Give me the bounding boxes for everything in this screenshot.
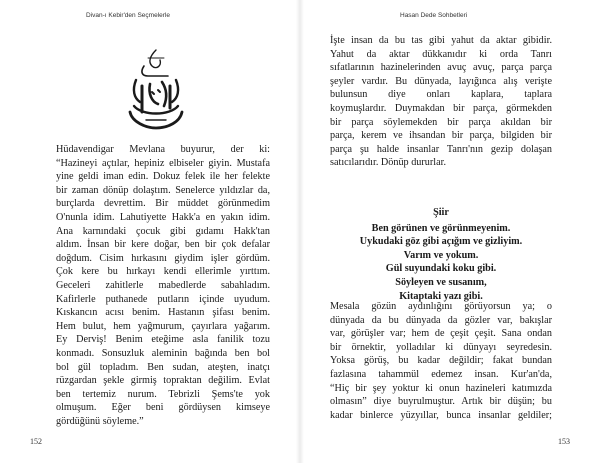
text-line: olmasın” diye buyrulmuştur. Artık bir düşün; bu bbox=[330, 396, 552, 408]
text-line: parça şu halde insanlar Tanrı'nın gezip dolaşan bbox=[330, 143, 552, 155]
text-line: fazlasına tahammül edemez insan. Kur'an'da, bbox=[330, 368, 552, 380]
text-line: parça, kerem ve ihsandan bir parça, bilgiden bir bbox=[330, 130, 552, 142]
text-line: gördüğünü söyleme.” bbox=[56, 415, 144, 427]
poem-verse: Gül suyundaki koku gibi. bbox=[385, 263, 497, 275]
text-line: doğdum. Cisim hırkasını giydim işler gördüm. bbox=[56, 252, 270, 264]
text-line: “Hiç bir şey yoktur ki onun hazineleri katımızda bbox=[330, 382, 552, 394]
text-line: bir örnektir, yolladılar ki dünyayı seyredesin. bbox=[330, 341, 552, 353]
text-line: şeyler vardır. Bu dünyada, layığınca alış verişte bbox=[330, 75, 552, 87]
text-line: konmadı. Sonsuzluk aleminin bağında ben bol bbox=[56, 347, 270, 359]
text-line: Ey Derviş! Benim eteğime asla fanilik tozu bbox=[56, 334, 270, 346]
poem-verse: Kitaptaki yazı gibi. bbox=[399, 290, 483, 302]
text-line: var, görüşler var; hem de çeşit çeşit. Sana ondan bbox=[330, 328, 552, 340]
text-line: Mesala gözün aydınlığını görüyorsun ya; o bbox=[330, 301, 552, 312]
text-line: Hem bulut, hem yağmurum, çayırlara yağarım. bbox=[56, 320, 270, 332]
text-line: Çok kere bu hırkayı kendi ellerimle yırttım. bbox=[56, 266, 270, 278]
text-line: kadar binlerce yüzyıllar, bunca insanlar geldiler; bbox=[330, 409, 552, 421]
text-line: rüzgardan şekle girmiş topraktan değilim. Evlat bbox=[56, 375, 270, 387]
text-line: bir parça söylemekden bir parça akıldan bir bbox=[330, 116, 552, 128]
right-running-head: Hasan Dede Sohbetleri bbox=[400, 12, 468, 19]
left-page-number: 152 bbox=[30, 437, 42, 446]
poem-verse: Uykudaki göz gibi açığım ve gizliyim. bbox=[359, 236, 523, 248]
text-line: “Hazineyi açtılar, hepiniz elbiseler giyin. Mustafa bbox=[56, 157, 270, 169]
poem-verse: Varım ve yokum. bbox=[403, 249, 479, 261]
poem-verse: Söyleyen ve susanım, bbox=[395, 276, 487, 288]
text-line: İşte insan da bu tas gibi yahut da aktar gibidir. bbox=[330, 35, 552, 46]
poem-verse: Ben görünen ve görünmeyenim. bbox=[371, 222, 511, 234]
text-line: O'nunla idim. Lahutiyette Hakk'a en yakın idim. bbox=[56, 211, 270, 223]
calligraphy-emblem bbox=[118, 46, 194, 132]
text-line: Kıskancın acısı benim. Hastanın şifası benim. bbox=[56, 307, 270, 319]
text-line: aldım. İnsan bir kere doğar, ben bir çok defalar bbox=[56, 239, 270, 251]
left-running-head: Divan-ı Kebir'den Seçmelerle bbox=[86, 12, 170, 19]
text-line: yine geldi iman edin. Dokuz felek ile her felekte bbox=[56, 171, 270, 183]
text-line: Hüdavendigar Mevlana buyurur, der ki: bbox=[56, 144, 270, 155]
text-line: Yoksa görüş, bu kadar değildir; fakat bundan bbox=[330, 355, 552, 367]
right-page bbox=[300, 0, 600, 463]
calligraphy-text: الله يا حضرت مولانا bbox=[118, 46, 127, 47]
poem-title: Şiir bbox=[433, 207, 449, 218]
text-line: Geceleri zahitlerle mabedlerde sabahladım. bbox=[56, 279, 270, 291]
text-line: Yahut da aktar dükkanıdır ki orda Tanrı bbox=[330, 48, 552, 60]
right-paragraph-1 bbox=[330, 34, 552, 170]
text-line: Ana karnındaki çocuk gibi gıdamı Hakk'tan bbox=[56, 225, 270, 237]
right-page-number: 153 bbox=[558, 437, 570, 446]
text-line: Kafirlerle puthanede putların içinde uyudum. bbox=[56, 293, 270, 305]
text-line: sıfatlarının hazinelerinden avuç avuç, parça parça bbox=[330, 62, 552, 74]
poem-block bbox=[330, 206, 552, 303]
text-line: koymuşlardır. Duymakdan bir parça, görmekden bbox=[330, 102, 552, 114]
right-paragraph-2 bbox=[330, 300, 552, 422]
text-line: olmuşum. Eğer beni gördüysen kimseye bbox=[56, 402, 270, 414]
text-line: bulunsun diye onları kaplara, taplara bbox=[330, 89, 552, 101]
text-line: burçlarda devrettim. Bir müddet görünmedim bbox=[56, 198, 270, 210]
text-line: bol gül topladım. Ben sudan, ateşten, inatçı bbox=[56, 361, 270, 373]
text-line: satıcılarıdır. Dönüp dururlar. bbox=[330, 157, 446, 169]
text-line: bir zaman dönüp dolaştım. Senelerce yıldızlar da, bbox=[56, 184, 270, 196]
left-body-text bbox=[56, 143, 270, 428]
text-line: ben tertemiz nurum. Tebrizli Şems'te yok bbox=[56, 388, 270, 400]
text-line: dünyada da bu dünyada da gözler var, bakışlar bbox=[330, 314, 552, 326]
